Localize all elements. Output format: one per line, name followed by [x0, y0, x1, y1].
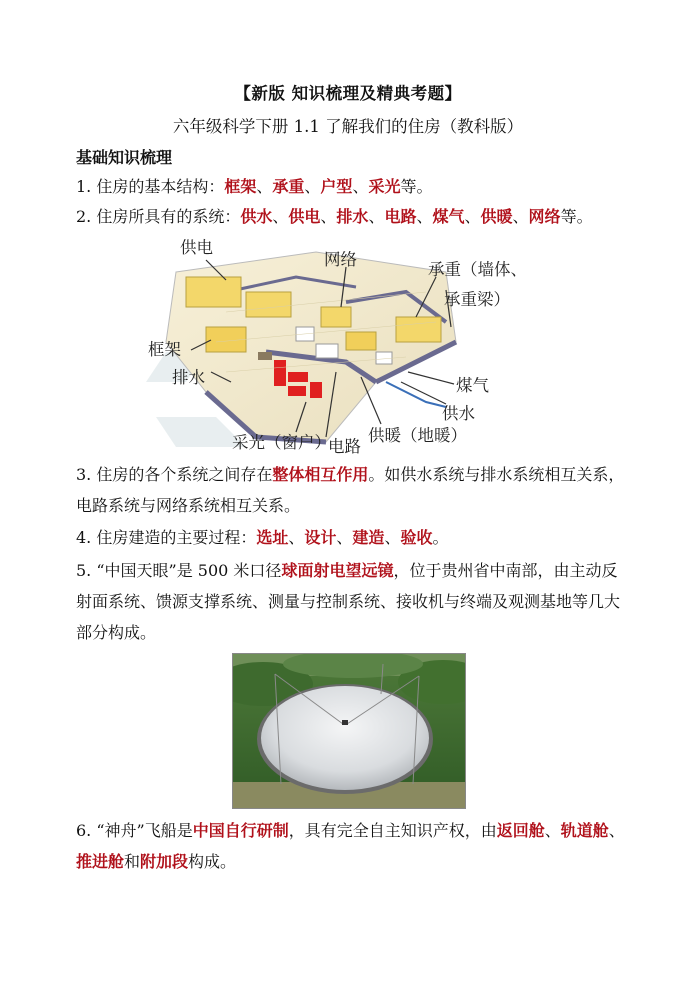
item-4: [76, 522, 628, 553]
keyword: 验收: [400, 528, 433, 547]
item-2-prefix: 2. 住房所具有的系统：: [76, 207, 241, 226]
separator: 、: [288, 528, 305, 547]
item-1-prefix: 1. 住房的基本结构：: [76, 177, 225, 196]
separator: 、: [304, 177, 321, 196]
separator: 、: [368, 207, 385, 226]
keyword: 电路: [384, 207, 417, 226]
separator: 、: [320, 207, 337, 226]
keyword: 框架: [224, 177, 257, 196]
keyword: 球面射电望远镜: [281, 561, 394, 580]
separator: 、: [544, 821, 561, 840]
item-3-line-2: 电路系统与网络系统相互关系。: [76, 496, 301, 515]
item-6-and: 和: [124, 852, 141, 871]
item-2-suffix: 等。: [560, 207, 593, 226]
item-3-rest: 。如供水系统与排水系统相互关系，: [368, 465, 625, 484]
keyword: 排水: [336, 207, 369, 226]
separator: 、: [464, 207, 481, 226]
separator: 、: [272, 207, 289, 226]
label-gas: 煤气: [456, 376, 489, 395]
label-drainage: 排水: [172, 368, 205, 387]
keyword: 网络: [528, 207, 561, 226]
keyword: 供电: [288, 207, 321, 226]
document-subtitle: 六年级科学下册 1.1 了解我们的住房（教科版）: [172, 117, 524, 136]
keyword: 煤气: [432, 207, 465, 226]
keyword: 设计: [304, 528, 337, 547]
item-6-suffix: 构成。: [188, 852, 237, 871]
item-5: [76, 555, 628, 648]
label-heating: 供暖（地暖）: [368, 426, 467, 445]
separator: 、: [336, 528, 353, 547]
keyword: 选址: [256, 528, 289, 547]
telescope-illustration: [233, 654, 465, 808]
keyword: 供水: [240, 207, 273, 226]
label-frame: 框架: [148, 340, 181, 359]
keyword: 建造: [352, 528, 385, 547]
separator: 、: [384, 528, 401, 547]
fast-telescope-photo: [232, 653, 466, 809]
item-6-prefix: 6. “神舟”飞船是: [76, 821, 193, 840]
item-5-line-2: 射面系统、馈源支撑系统、测量与控制系统、接收机与终端及观测基地等几大: [76, 592, 621, 611]
separator: 、: [352, 177, 369, 196]
separator: 、: [256, 177, 273, 196]
keyword: 轨道舱: [560, 821, 609, 840]
keyword: 附加段: [140, 852, 189, 871]
keyword: 整体相互作用: [272, 465, 369, 484]
document-title: 【新版 知识梳理及精典考题】: [234, 84, 462, 103]
label-circuit: 电路: [328, 437, 361, 456]
keyword: 采光: [368, 177, 401, 196]
item-5-rest: ，位于贵州省中南部，由主动反: [393, 561, 618, 580]
item-6: [76, 815, 628, 877]
keyword: 中国自行研制: [192, 821, 289, 840]
keyword: 返回舱: [496, 821, 545, 840]
item-1-suffix: 等。: [400, 177, 433, 196]
item-2: [76, 201, 628, 232]
item-5-prefix: 5. “中国天眼”是 500 米口径: [76, 561, 282, 580]
label-bearing: 承重（墙体、: [428, 260, 527, 279]
item-6-mid: ，具有完全自主知识产权，由: [288, 821, 497, 840]
item-4-suffix: 。: [432, 528, 449, 547]
label-light: 采光（窗户）: [232, 433, 331, 452]
section-heading: 基础知识梳理: [76, 148, 173, 167]
label-water: 供水: [442, 404, 475, 423]
keyword: 推进舱: [76, 852, 125, 871]
label-network: 网络: [324, 250, 357, 269]
separator: 、: [416, 207, 433, 226]
separator: 、: [512, 207, 529, 226]
item-5-line-3: 部分构成。: [76, 623, 157, 642]
keyword: 承重: [272, 177, 305, 196]
keyword: 户型: [320, 177, 353, 196]
item-3: [76, 459, 628, 521]
item-1: [76, 171, 628, 202]
label-bearing-2: 承重梁）: [444, 290, 510, 309]
separator: 、: [608, 821, 625, 840]
keyword: 供暖: [480, 207, 513, 226]
house-systems-diagram: [146, 232, 527, 456]
item-4-prefix: 4. 住房建造的主要过程：: [76, 528, 257, 547]
item-3-prefix: 3. 住房的各个系统之间存在: [76, 465, 273, 484]
label-power: 供电: [180, 238, 213, 257]
